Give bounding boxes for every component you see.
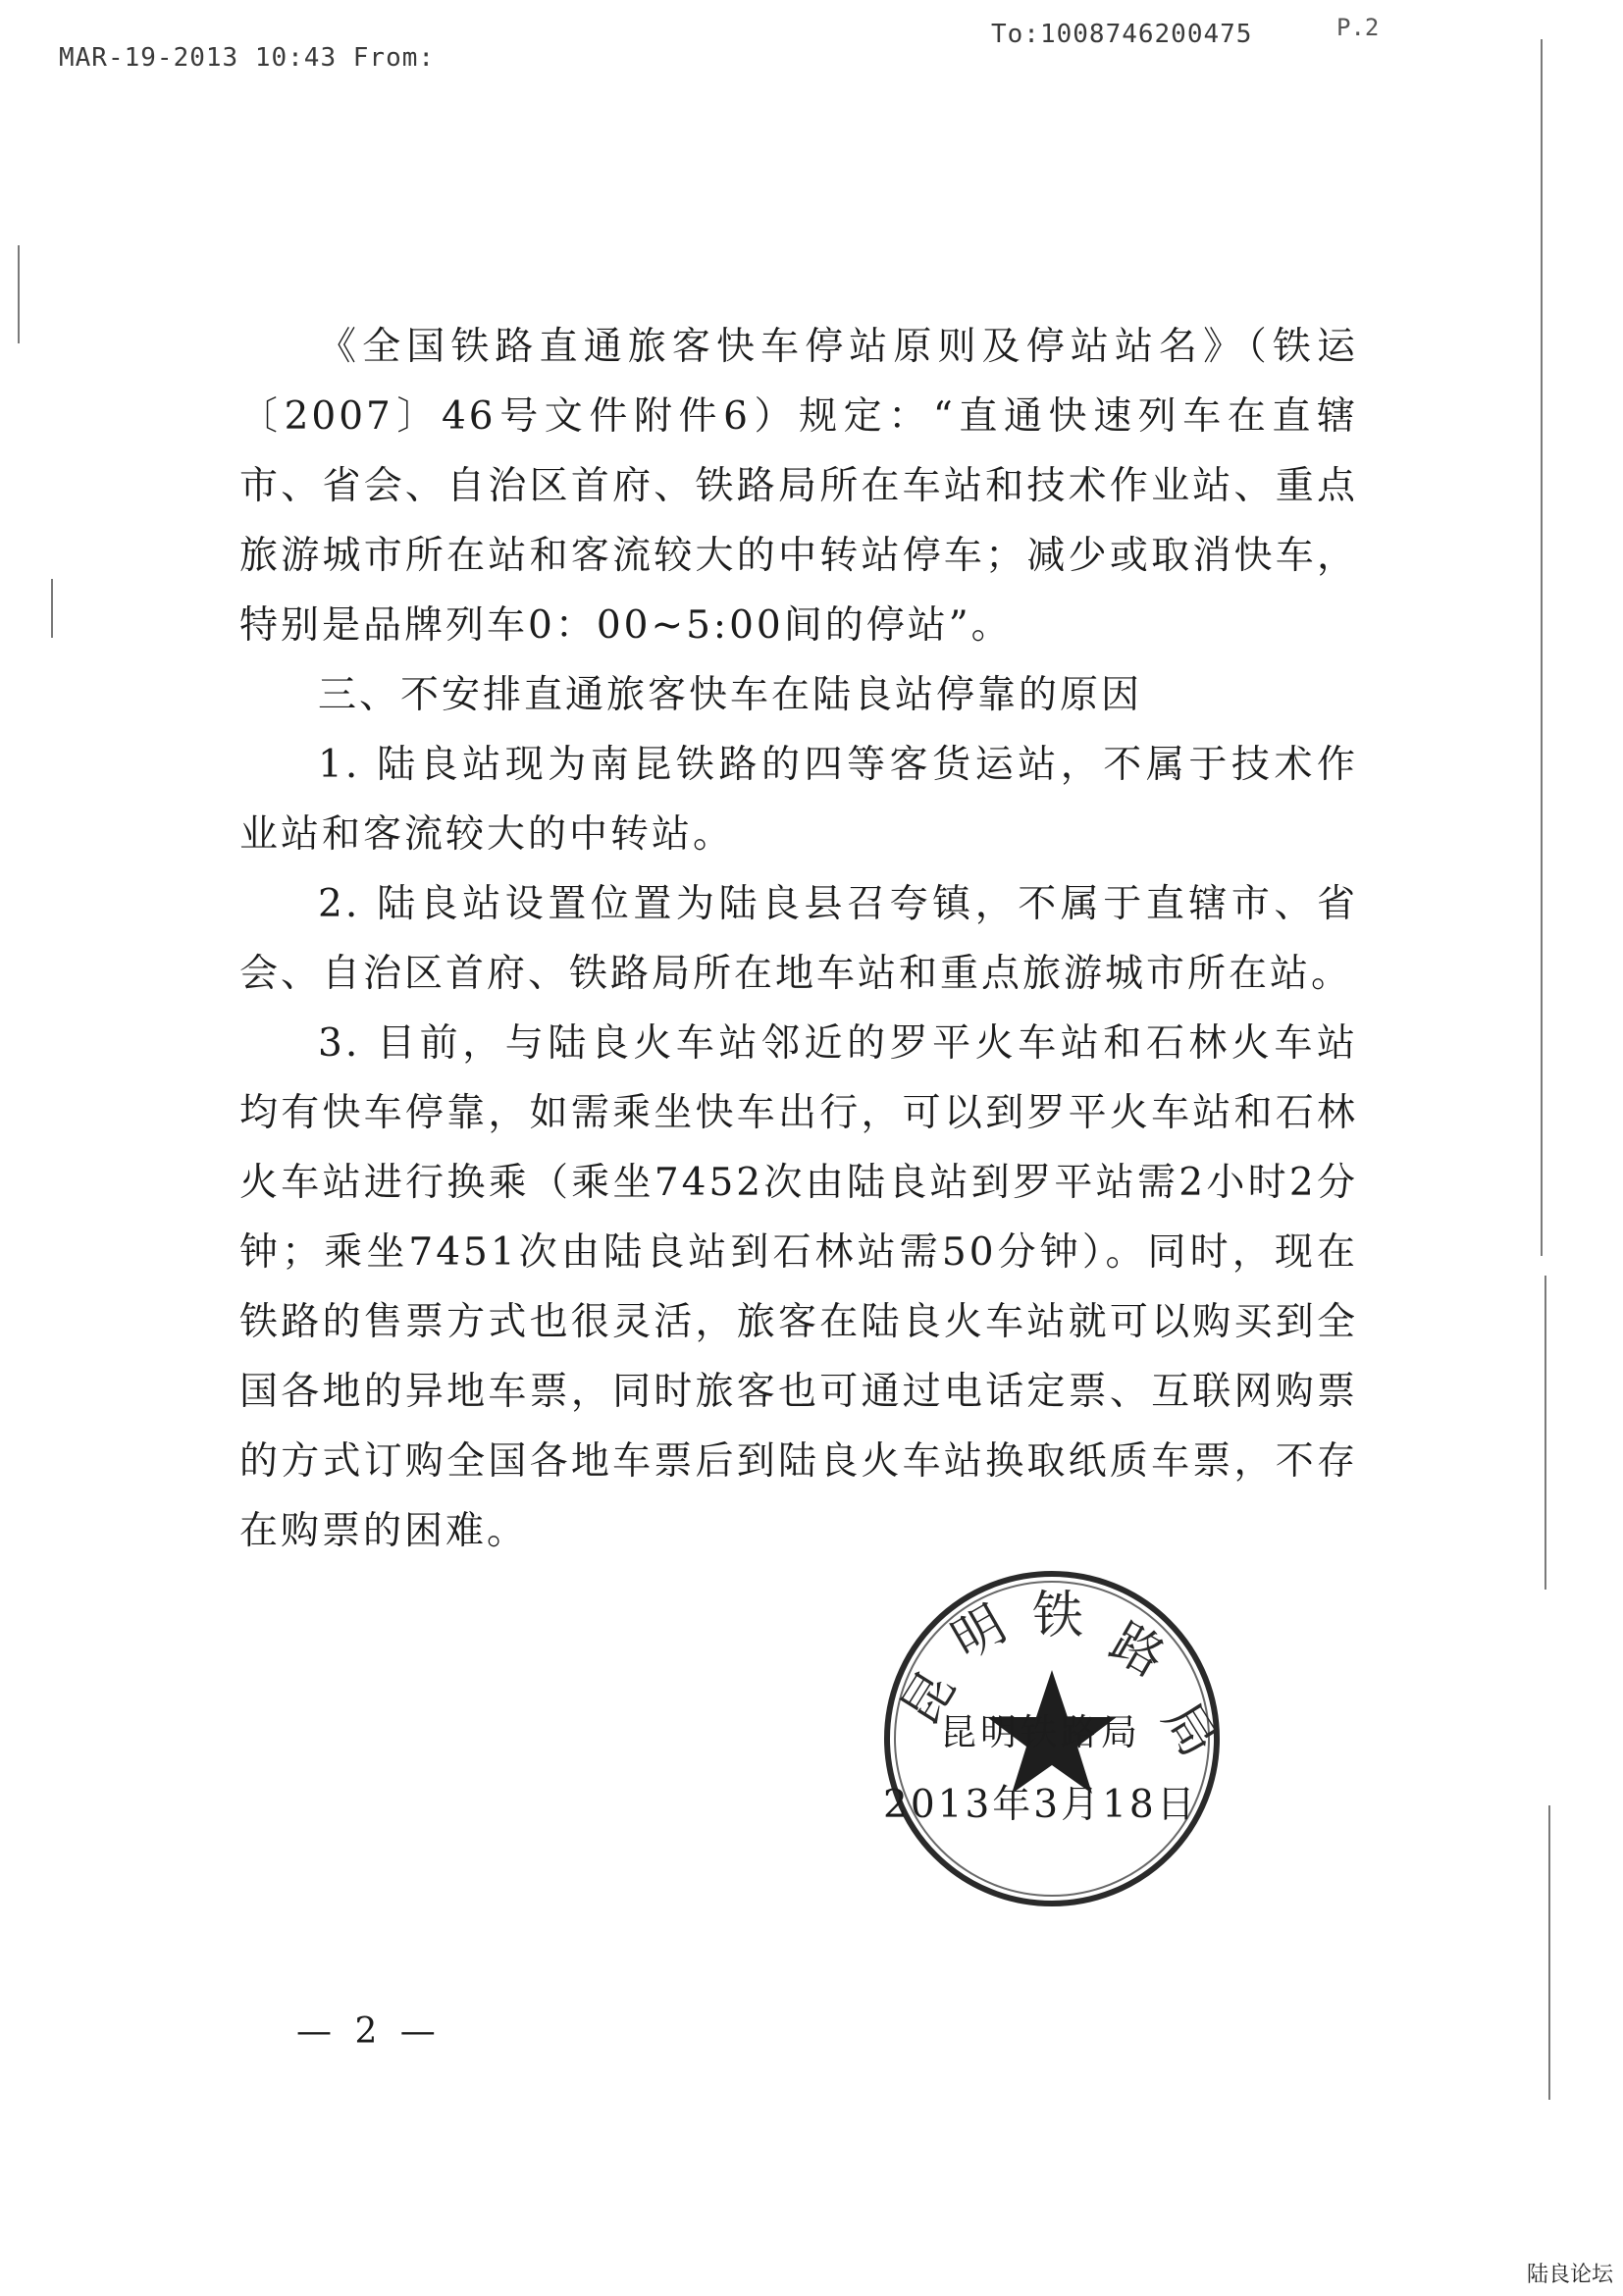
svg-text:昆: 昆 xyxy=(890,1660,968,1736)
scan-artifact-line xyxy=(1548,1805,1550,2100)
paragraph-regulation: 《全国铁路直通旅客快车停站原则及停站站名》（铁运〔2007〕46号文件附件6）规定：“直通快速列车在直辖市、省会、自治区首府、铁路局所在车站和技术作业站、重点旅游城市所在站和客流较大的中转站停车；减少或取消快车，特别是品牌列车0：00~5:00间的停站”。 xyxy=(239,325,1358,648)
section-heading: 三、不安排直通旅客快车在陆良站停靠的原因 xyxy=(318,673,1143,717)
fax-recipient: To:1008746200475 xyxy=(991,20,1253,49)
scan-artifact-line xyxy=(1544,1276,1546,1590)
svg-text:局: 局 xyxy=(1150,1693,1229,1768)
signature-date: 2013年3月18日 xyxy=(883,1783,1198,1827)
scan-artifact-line xyxy=(51,579,53,638)
paragraph-reason-1: 1. 陆良站现为南昆铁路的四等客货运站，不属于技术作业站和客流较大的中转站。 xyxy=(239,743,1358,857)
svg-text:铁: 铁 xyxy=(1032,1587,1084,1645)
paragraph-reason-2: 2. 陆良站设置位置为陆良县召夸镇，不属于直辖市、省会、自治区首府、铁路局所在地车站和重点旅游城市所在站。 xyxy=(239,882,1358,996)
scan-artifact-line xyxy=(1541,39,1543,1256)
svg-text:路: 路 xyxy=(1100,1612,1175,1690)
signature-organization: 昆明铁路局 xyxy=(940,1711,1141,1753)
svg-text:明: 明 xyxy=(942,1594,1017,1672)
page-number: — 2 — xyxy=(296,2011,442,2052)
fax-timestamp: MAR-19-2013 10:43 From: xyxy=(59,43,436,73)
document-body xyxy=(239,312,1358,1566)
scan-artifact-line xyxy=(18,245,20,343)
forum-watermark: 陆良论坛 xyxy=(1523,2256,1617,2290)
fax-page-indicator: P.2 xyxy=(1336,14,1380,41)
paragraph-reason-3: 3. 目前，与陆良火车站邻近的罗平火车站和石林火车站均有快车停靠，如需乘坐快车出行，可以到罗平火车站和石林火车站进行换乘（乘坐7452次由陆良站到罗平站需2小时2分钟；乘坐7451次由陆良站到石林站需50分钟）。同时，现在铁路的售票方式也很灵活，旅客在陆良火车站就可以购买到全国各地的异地车票，同时旅客也可通过电话定票、互联网购票的方式订购全国各地车票后到陆良火车站换取纸质车票，不存在购票的困难。 xyxy=(239,1021,1358,1553)
